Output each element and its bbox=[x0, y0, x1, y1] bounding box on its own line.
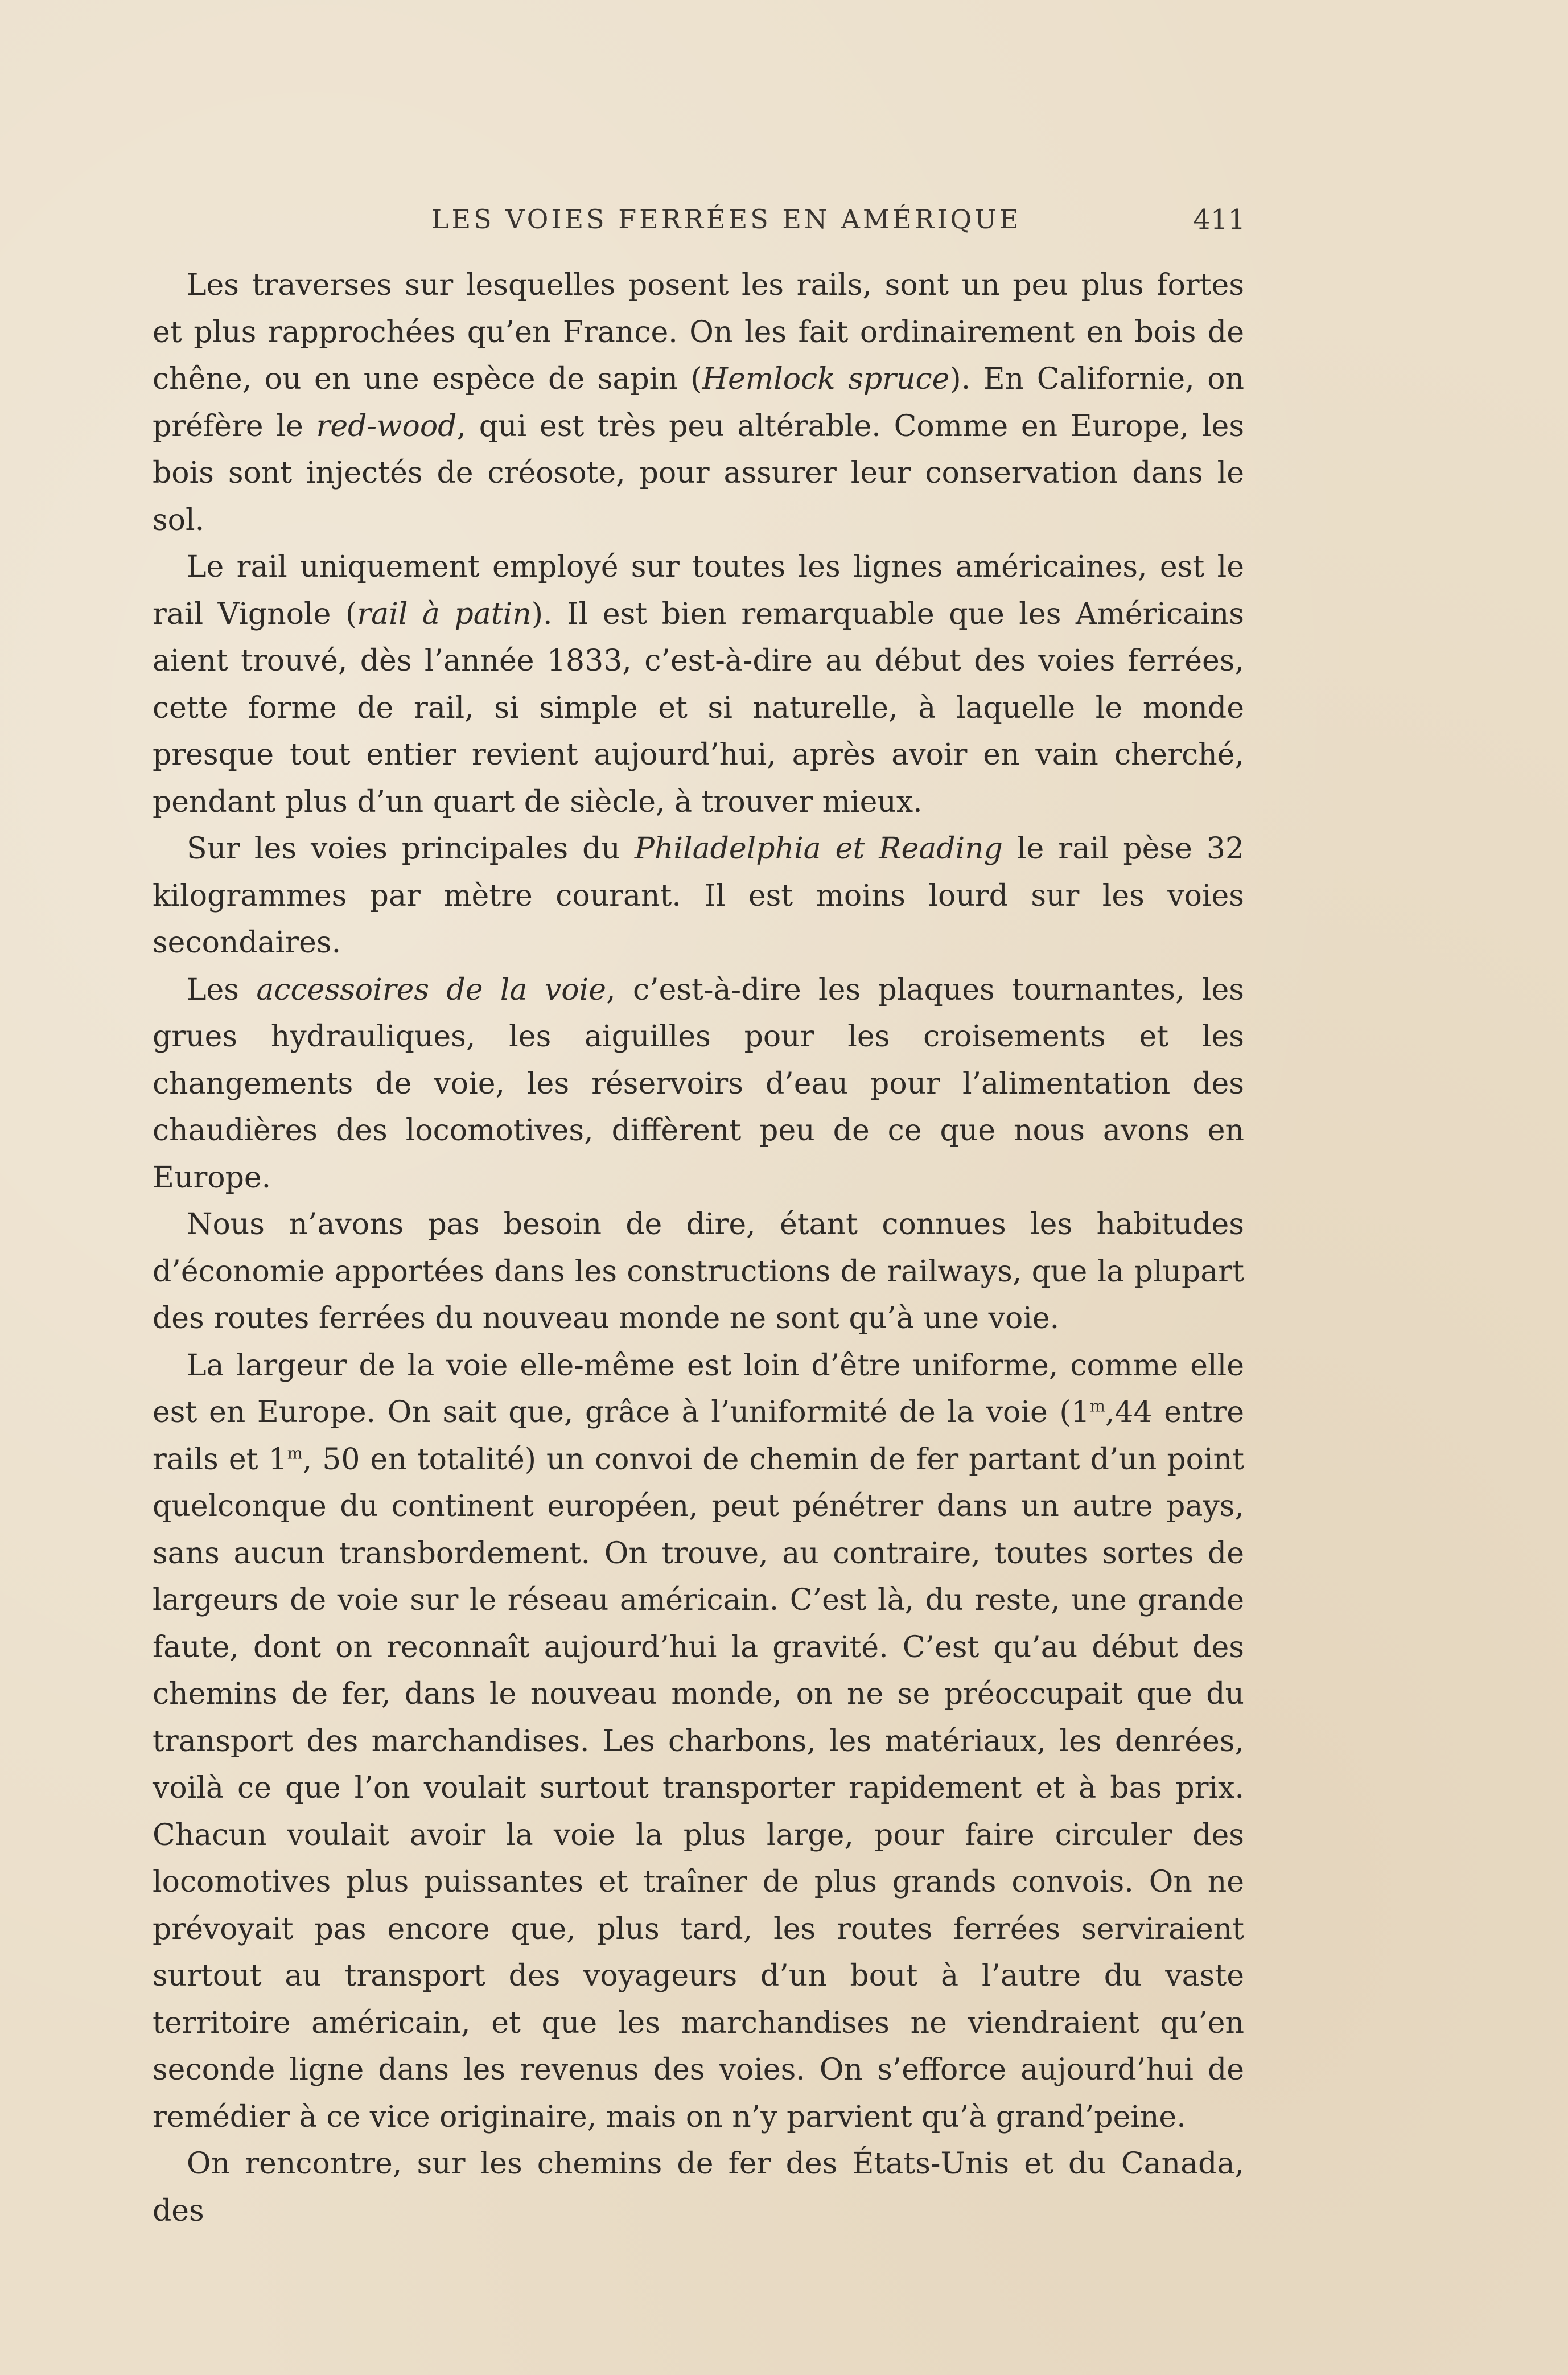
text-span: Les bbox=[187, 972, 257, 1007]
paragraph-traverses bbox=[153, 262, 1244, 544]
running-title: LES VOIES FERRÉES EN AMÉRIQUE bbox=[431, 204, 1022, 235]
paragraph-philadelphia bbox=[153, 825, 1244, 967]
page-header bbox=[153, 204, 1245, 244]
italic-term: Philadelphia et Reading bbox=[634, 832, 1003, 866]
text-span: le rail pèse 32 kilogrammes par mètre courant. Il est moins lourd sur les voies secondaires. bbox=[153, 832, 1244, 960]
text-span: ). Il est bien remarquable que les Américains aient trouvé, dès l’année 1833, c’est-à-dire au début des voies ferrées, cette forme de rail, si simple et si naturelle, à laquelle le monde presque tout entier revient aujourd’hui, après avoir en vain cherché, pendant plus d’un quart de siècle, à trouver mieux. bbox=[153, 597, 1244, 819]
text-span: On rencontre, sur les chemins de fer des États-Unis et du Canada, des bbox=[153, 2147, 1244, 2228]
italic-term: accessoires de la voie bbox=[256, 972, 607, 1007]
text-span: Sur les voies principales du bbox=[187, 832, 635, 866]
text-span: , qui est très peu altérable. Comme en Europe, les bois sont injectés de créosote, pour assurer leur conservation dans le sol. bbox=[153, 409, 1244, 537]
italic-term: red-wood bbox=[316, 409, 457, 443]
text-span: ). En Californie, on préfère le bbox=[153, 362, 1244, 443]
text-span: ,44 entre rails et 1 bbox=[153, 1395, 1244, 1477]
italic-term: rail à patin bbox=[357, 597, 532, 631]
paragraph-on-rencontre bbox=[153, 2140, 1244, 2234]
italic-term: Hemlock spruce bbox=[702, 362, 950, 396]
text-span: Le rail uniquement employé sur toutes les lignes américaines, est le rail Vignole ( bbox=[153, 550, 1244, 631]
paragraph-accessoires bbox=[153, 967, 1244, 1202]
body-text bbox=[153, 262, 1244, 2234]
text-span: La largeur de la voie elle-même est loin d’être uniforme, comme elle est en Europe. On sait que, grâce à l’uniformité de la voie (1 bbox=[153, 1348, 1244, 1429]
text-span: , 50 en totalité) un convoi de chemin de fer partant d’un point quelconque du continent européen, peut pénétrer dans un autre pays, sans aucun transbordement. On trouve, au contraire, toutes sortes de largeurs de voie sur le réseau américain. C’est là, du reste, une grande faute, dont on reconnaît aujourd’hui la gravité. C’est qu’au début des chemins de fer, dans le nouveau monde, on ne se préoccupait que du transport des marchandises. Les charbons, les matériaux, les denrées, voilà ce que l’on voulait surtout transporter rapidement et à bas prix. Chacun voulait avoir la voie la plus large, pour faire circuler des locomotives plus puissantes et traîner de plus grands convois. On ne prévoyait pas encore que, plus tard, les routes ferrées serviraient surtout au transport des voyageurs d’un bout à l’autre du vaste territoire américain, et que les marchandises ne viendraient qu’en seconde ligne dans les revenus des voies. On s’efforce aujourd’hui de remédier à ce vice originaire, mais on n’y parvient qu’à grand’peine. bbox=[153, 1442, 1244, 2134]
text-span: Nous n’avons pas besoin de dire, étant connues les habitudes d’économie apportées dans les constructions de railways, que la plupart des routes ferrées du nouveau monde ne sont qu’à une voie. bbox=[153, 1207, 1244, 1336]
paragraph-une-voie bbox=[153, 1201, 1244, 1342]
paragraph-largeur bbox=[153, 1342, 1244, 2141]
page-number: 411 bbox=[1193, 204, 1245, 236]
text-span: , c’est-à-dire les plaques tournantes, les grues hydrauliques, les aiguilles pour les croisements et les changements de voie, les réservoirs d’eau pour l’alimentation des chaudières des locomotives, diffèrent peu de ce que nous avons en Europe. bbox=[153, 972, 1244, 1195]
superscript-unit: m bbox=[287, 1443, 303, 1463]
superscript-unit: m bbox=[1089, 1396, 1105, 1416]
paragraph-rail-vignole bbox=[153, 544, 1244, 825]
text-span: Les traverses sur lesquelles posent les rails, sont un peu plus fortes et plus rapprochées qu’en France. On les fait ordinairement en bois de chêne, ou en une espèce de sapin ( bbox=[153, 268, 1244, 396]
